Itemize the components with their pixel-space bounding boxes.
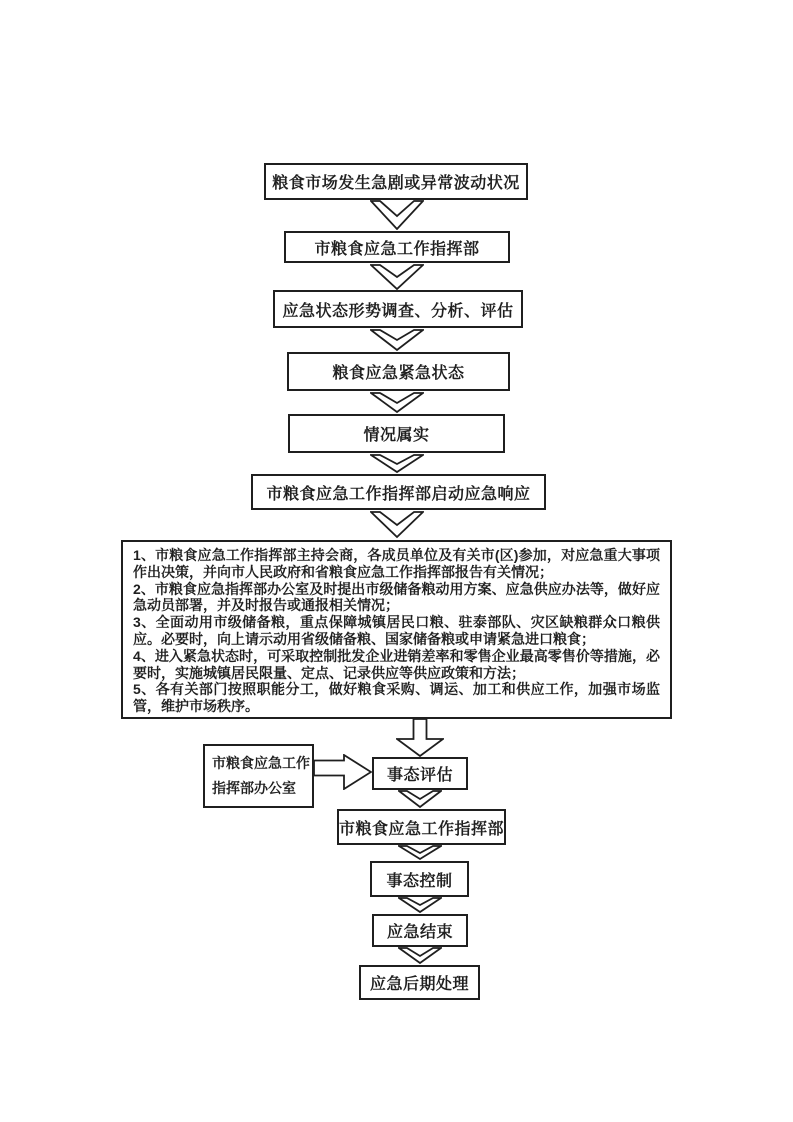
down-arrow-icon [370, 264, 424, 291]
response-measures-box [121, 540, 672, 719]
node-control: 事态控制 [370, 861, 469, 897]
down-arrow-icon [398, 897, 442, 914]
block-down-arrow-icon [396, 719, 444, 757]
office-label-line1: 市粮食应急工作 [212, 755, 310, 771]
node-headquarters: 市粮食应急工作指挥部 [284, 231, 510, 263]
down-arrow-icon [398, 947, 442, 965]
node-emergency-end: 应急结束 [372, 914, 468, 947]
measure-item: 5、各有关部门按照职能分工，做好粮食采购、调运、加工和供应工作，加强市场监管，维护市场秩序。 [133, 681, 660, 715]
office-label-line2: 指挥部办公室 [212, 780, 296, 796]
node-post-handling: 应急后期处理 [359, 965, 480, 1000]
down-arrow-icon [370, 200, 424, 230]
node-investigation: 应急状态形势调查、分析、评估 [273, 290, 523, 328]
down-arrow-icon [370, 511, 424, 539]
measure-item: 1、市粮食应急工作指挥部主持会商，各成员单位及有关市(区)参加，对应急重大事项作出决策，并向市人民政府和省粮食应急工作指挥部报告有关情况； [133, 547, 660, 580]
down-arrow-icon [370, 392, 424, 414]
measure-item: 3、全面动用市级储备粮，重点保障城镇居民口粮、驻泰部队、灾区缺粮群众口粮供应。必要时，向上请示动用省级储备粮、国家储备粮或申请紧急进口粮食； [133, 614, 660, 647]
node-situation-confirmed: 情况属实 [288, 414, 505, 453]
block-right-arrow-icon [314, 754, 372, 790]
node-headquarters-2: 市粮食应急工作指挥部 [337, 809, 506, 845]
down-arrow-icon [398, 790, 442, 809]
down-arrow-icon [370, 454, 424, 474]
measure-item: 2、市粮食应急指挥部办公室及时提出市级储备粮动用方案、应急供应办法等，做好应急动员部署，并及时报告或通报相关情况； [133, 580, 660, 614]
down-arrow-icon [398, 845, 442, 861]
node-assessment: 事态评估 [372, 757, 468, 790]
node-emergency-state: 粮食应急紧急状态 [287, 352, 510, 391]
node-office [203, 744, 314, 808]
down-arrow-icon [370, 329, 424, 352]
node-market-event: 粮食市场发生急剧或异常波动状况 [264, 163, 528, 200]
node-activate-response: 市粮食应急工作指挥部启动应急响应 [251, 474, 546, 510]
measure-item: 4、进入紧急状态时，可采取控制批发企业进销差率和零售企业最高零售价等措施，必要时，实施城镇居民限量、定点、记录供应等供应政策和方法； [133, 647, 660, 681]
